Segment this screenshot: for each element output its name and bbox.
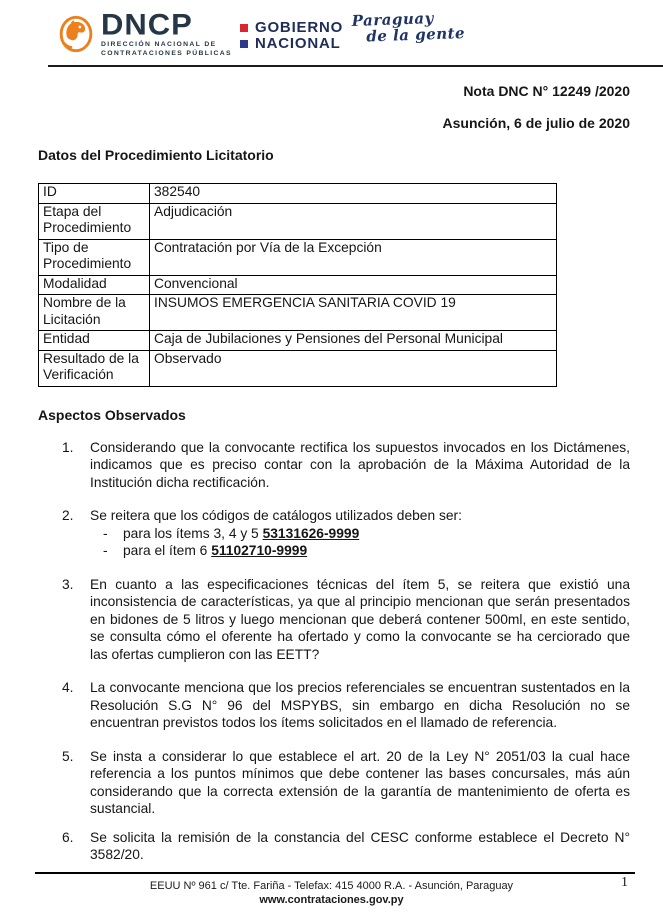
slogan-line2: de la gente [365, 24, 466, 46]
item-number: 5. [62, 748, 74, 764]
sub-item-text: para los ítems 3, 4 y 5 53131626-9999 [123, 525, 360, 541]
item-text: Se solicita la remisión de la constancia del CESC conforme establece el Decreto N° 3582/20. [90, 829, 630, 862]
row-label: Entidad [39, 331, 150, 351]
item-number: 1. [62, 439, 74, 455]
gobierno-label: GOBIERNO [255, 19, 344, 36]
slogan-line1: Paraguay [351, 9, 435, 30]
row-label: ID [39, 184, 150, 204]
dncp-jaguar-icon [58, 13, 94, 55]
footer [0, 879, 663, 907]
footer-divider [35, 872, 635, 874]
row-label: Modalidad [39, 275, 150, 295]
note-number: Nota DNC N° 12249 /2020 [463, 83, 630, 99]
row-label: Nombre de la Licitación [39, 295, 150, 331]
dash-bullet: - [103, 543, 108, 558]
row-label: Tipo de Procedimiento [39, 239, 150, 275]
observation-item-3 [38, 576, 630, 664]
catalog-code-line-1 [90, 525, 630, 543]
observed-aspects-title: Aspectos Observados [38, 406, 186, 423]
row-value: Adjudicación [150, 203, 557, 239]
procedure-data-table [38, 183, 557, 387]
header-divider [48, 65, 663, 67]
procedure-data-title: Datos del Procedimiento Licitatorio [38, 147, 274, 163]
row-value: Caja de Jubilaciones y Pensiones del Personal Municipal [150, 331, 557, 351]
dncp-name: DNCP [101, 7, 193, 42]
observation-item-1 [38, 439, 630, 492]
item-text: Considerando que la convocante rectifica los supuestos invocados en los Dictámenes, indicamos que es preciso contar con la aprobación de la Máxima Autoridad de la Institución dicha rectificación. [90, 439, 630, 490]
table-row [39, 331, 557, 351]
row-label: Resultado de la Verificación [39, 350, 150, 386]
row-value: 382540 [150, 184, 557, 204]
footer-website: www.contrataciones.gov.py [259, 894, 404, 906]
observation-item-5 [38, 748, 630, 818]
item-text: En cuanto a las especificaciones técnicas del ítem 5, se reitera que existió una inconsistencia de características, ya que al principio mencionan que serán presentados en bidones de 5 litros y luego mencionan que deberá contener 500ml, en este sentido, se consulta cómo el oferente ha ofertado y como la convocante se ha cerciorado que las ofertas cumplieron con las EETT? [90, 576, 630, 662]
paraguay-slogan [351, 9, 465, 45]
item-number: 6. [62, 829, 74, 845]
catalog-code: 51102710-9999 [211, 543, 308, 558]
catalog-code-line-2 [90, 542, 630, 560]
table-row [39, 350, 557, 386]
observation-item-4 [38, 679, 630, 732]
table-row [39, 203, 557, 239]
observation-item-2 [38, 507, 630, 560]
table-row [39, 239, 557, 275]
red-square-icon [240, 24, 248, 32]
dncp-wordmark [101, 7, 232, 58]
observation-item-6 [38, 829, 630, 864]
item-number: 3. [62, 576, 74, 592]
item-text: La convocante menciona que los precios referenciales se encuentran sustentados en la Resolución S.G N° 96 del MSPYBS, sin embargo en dicha Resolución no se encuentran previstos todos los ítems solicitados en el llamado de referencia. [90, 680, 630, 730]
catalog-code: 53131626-9999 [262, 525, 360, 541]
blue-square-icon [240, 40, 248, 48]
item-number: 2. [62, 508, 74, 523]
note-date: Asunción, 6 de julio de 2020 [442, 115, 630, 131]
dncp-logo [58, 7, 232, 58]
item-text: Se insta a considerar lo que establece el art. 20 de la Ley N° 2051/03 la cual hace referencia a los puntos mínimos que debe contener las bases concursales, más aún considerando que la correcta extensión de la garantía de mantenimiento de oferta es sustancial. [90, 748, 630, 816]
item-text: Se reitera que los códigos de catálogos utilizados deben ser: [90, 508, 462, 523]
table-row [39, 184, 557, 204]
footer-address: EEUU Nº 961 c/ Tte. Fariña - Telefax: 415 4000 R.A. - Asunción, Paraguay [149, 880, 514, 892]
row-value: INSUMOS EMERGENCIA SANITARIA COVID 19 [150, 295, 557, 331]
row-label: Etapa del Procedimiento [39, 203, 150, 239]
document-body [38, 80, 630, 864]
dncp-subtitle-line2: CONTRATACIONES PÚBLICAS [101, 49, 232, 57]
table-row [39, 295, 557, 331]
sub-item-text: para el ítem 6 51102710-9999 [123, 543, 308, 558]
dncp-subtitle-line1: DIRECCIÓN NACIONAL DE [101, 41, 217, 48]
nacional-label: NACIONAL [255, 35, 341, 52]
page-number: 1 [621, 875, 628, 890]
row-value: Convencional [150, 275, 557, 295]
gobierno-nacional-logo [240, 20, 343, 52]
row-value: Observado [150, 350, 557, 386]
item-number: 4. [62, 680, 74, 695]
dash-bullet: - [103, 525, 108, 541]
row-value: Contratación por Vía de la Excepción [150, 239, 557, 275]
table-row [39, 275, 557, 295]
